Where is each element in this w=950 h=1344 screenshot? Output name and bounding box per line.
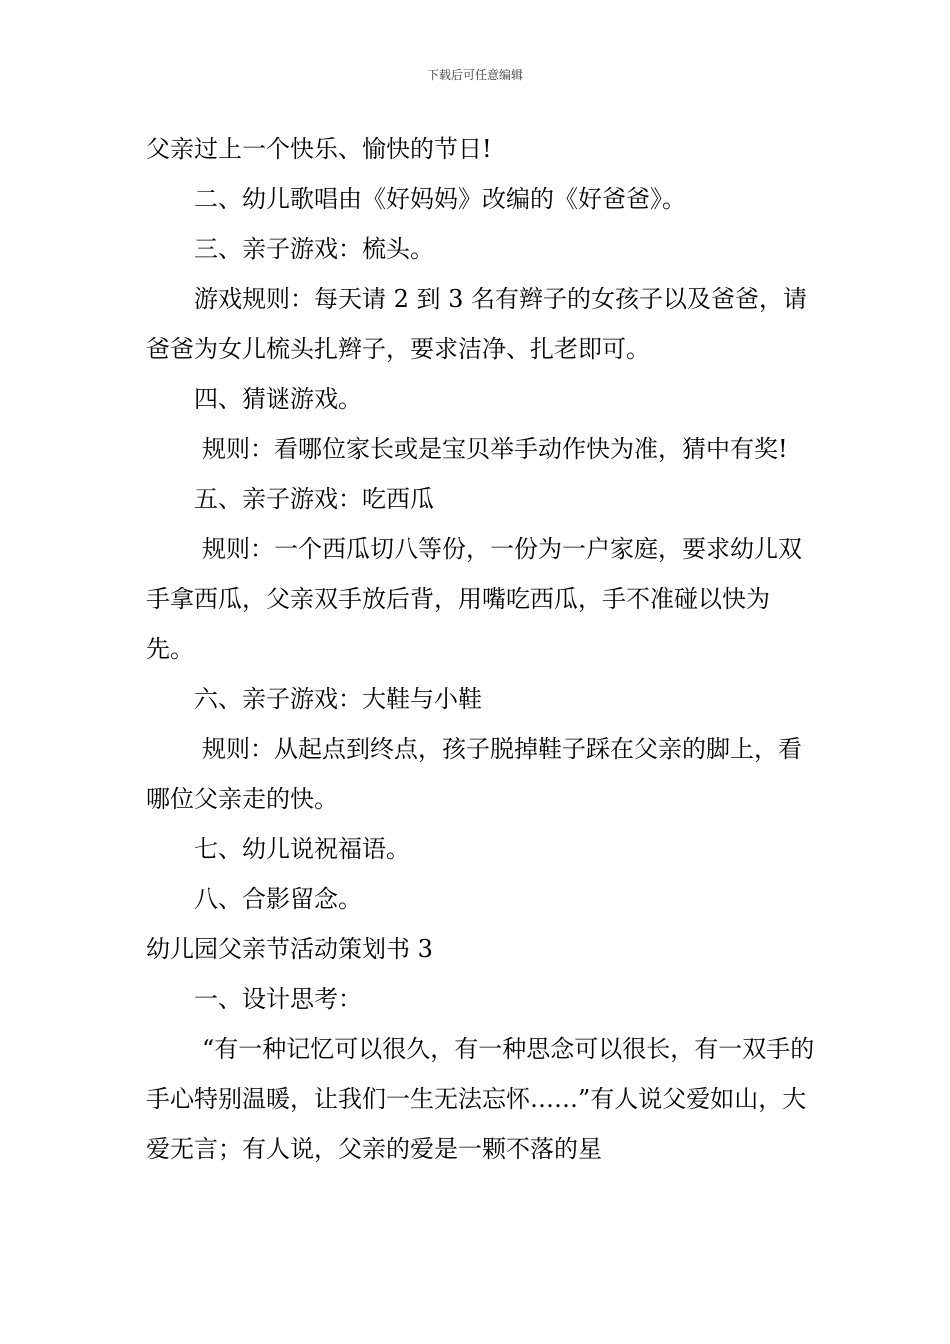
paragraph: 规则：看哪位家长或是宝贝举手动作快为准，猜中有奖! bbox=[202, 435, 788, 463]
paragraph: “有一种记忆可以很久，有一种思念可以很长，有一双手的手心特别温暖，让我们一生无法忘怀……”有人说父爱如山，大爱无言；有人说，父亲的爱是一颗不落的星 bbox=[146, 1035, 815, 1163]
document-body bbox=[146, 124, 816, 1174]
section-heading: 五、亲子游戏：吃西瓜 bbox=[194, 485, 434, 513]
section-heading: 一、设计思考： bbox=[194, 985, 362, 1013]
section-heading: 四、猜谜游戏。 bbox=[194, 385, 362, 413]
paragraph: 规则：一个西瓜切八等份，一份为一户家庭，要求幼儿双手拿西瓜，父亲双手放后背，用嘴吃西瓜，手不准碰以快为先。 bbox=[146, 535, 802, 663]
section-heading: 二、幼儿歌唱由《好妈妈》改编的《好爸爸》。 bbox=[194, 185, 686, 213]
section-heading: 八、合影留念。 bbox=[194, 885, 362, 913]
page-header: 下载后可任意编辑 bbox=[426, 68, 523, 82]
document-title: 幼儿园父亲节活动策划书 3 bbox=[146, 935, 433, 963]
section-heading: 六、亲子游戏：大鞋与小鞋 bbox=[194, 685, 482, 713]
paragraph: 游戏规则：每天请 2 到 3 名有辫子的女孩子以及爸爸，请爸爸为女儿梳头扎辫子，要求洁净、扎老即可。 bbox=[146, 285, 808, 363]
section-heading: 三、亲子游戏：梳头。 bbox=[194, 235, 434, 263]
section-heading: 七、幼儿说祝福语。 bbox=[194, 835, 410, 863]
paragraph: 规则：从起点到终点，孩子脱掉鞋子踩在父亲的脚上，看哪位父亲走的快。 bbox=[146, 735, 802, 813]
paragraph: 父亲过上一个快乐、愉快的节日! bbox=[146, 135, 492, 163]
